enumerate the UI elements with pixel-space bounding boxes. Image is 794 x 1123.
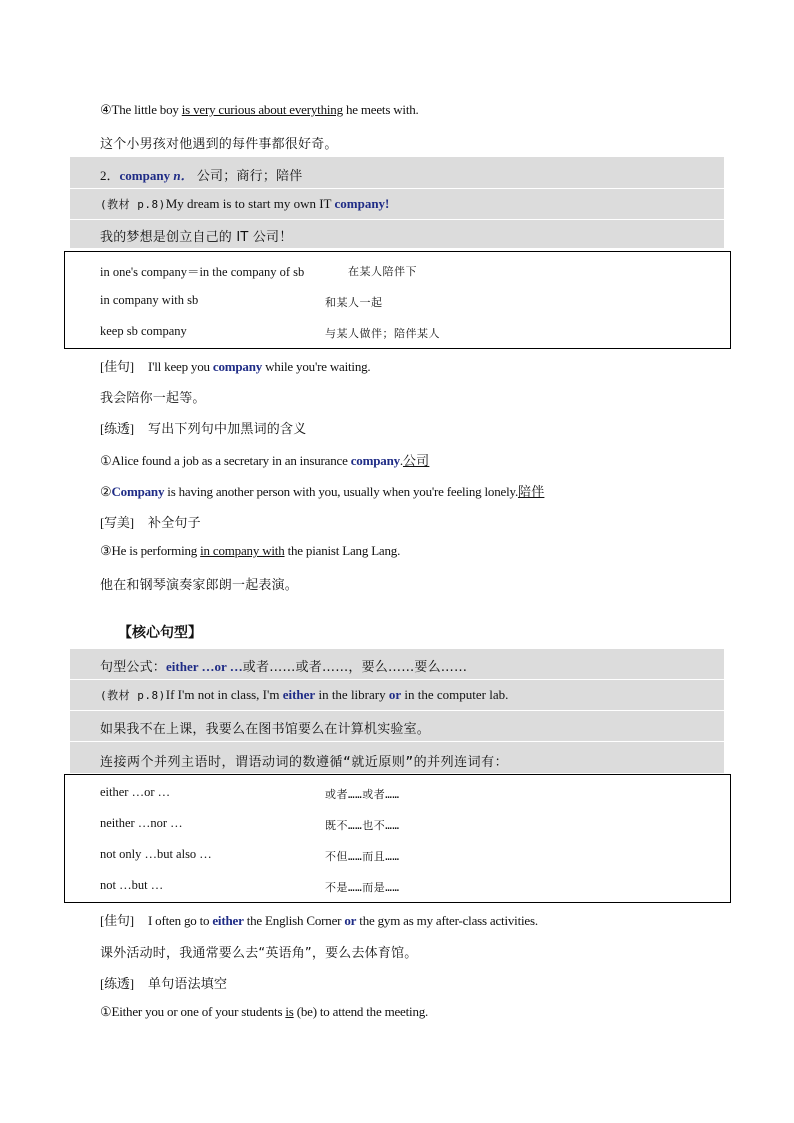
write-heading — [100, 512, 201, 531]
practice-item-1: ①Alice found a job as a secretary in an insurance company.公司 — [100, 453, 430, 469]
pair-cn: 或者……或者…… — [325, 788, 400, 801]
keyword: either — [282, 687, 316, 702]
pair-cn: 不但……而且…… — [325, 850, 400, 863]
headword: company — [119, 168, 171, 183]
example-sentence-4: ④The little boy is very curious about everything he meets with. — [100, 102, 419, 117]
source-translation: 如果我不在上课，我要么在图书馆要么在计算机实验室。 — [100, 722, 431, 737]
good-sentence-translation: 我会陪你一起等。 — [100, 391, 206, 406]
pair-en: not only …but also … — [100, 847, 212, 861]
correlative-conjunctions-box — [64, 774, 731, 903]
section-title: 【核心句型】 — [118, 625, 202, 641]
keyword: company! — [334, 196, 390, 211]
write-title: 补全句子 — [148, 516, 201, 531]
keyword: company — [212, 359, 263, 374]
core-source-band: (教材 p.8)If I'm not in class, I'm either in the library or in the computer lab. — [70, 680, 724, 710]
phrase-cn: 和某人一起 — [325, 296, 383, 309]
phrase-en: in company with sb — [100, 293, 199, 307]
keyword: or — [344, 913, 357, 928]
textbook-reference: (教材 p.8) — [100, 689, 166, 702]
practice-item-2: ②Company is having another person with you, usually when you're feeling lonely.陪伴 — [100, 484, 545, 500]
practice-tag: [练透] — [100, 976, 134, 991]
rule-note: 连接两个并列主语时，谓语动词的数遵循“就近原则”的并列连词有： — [100, 755, 509, 770]
core-source-translation-band — [70, 711, 724, 741]
company-phrases-box — [64, 251, 731, 349]
pair-en: either …or … — [100, 785, 171, 799]
formula-keyword: either …or … — [166, 659, 243, 674]
good-sentence-tag: [佳句] — [100, 359, 134, 374]
keyword: company — [350, 453, 400, 468]
keyword: or — [388, 687, 402, 702]
company-heading-band — [70, 157, 724, 188]
phrase-en: keep sb company — [100, 324, 187, 338]
pair-cn: 既不……也不…… — [325, 819, 400, 832]
practice-title: 单句语法填空 — [148, 977, 228, 992]
core-practice-item-1: ①Either you or one of your students is (be) to attend the meeting. — [100, 1004, 429, 1019]
heading-number: 2． — [100, 168, 120, 183]
rule-note-band — [70, 742, 724, 773]
pair-cn: 不是……而是…… — [325, 881, 400, 894]
textbook-reference: (教材 p.8) — [100, 198, 166, 211]
item-number: ④ — [100, 102, 112, 117]
answer: 公司 — [402, 454, 430, 469]
write-tag: [写美] — [100, 515, 134, 530]
phrase-en: in one's company＝in the company of sb — [100, 265, 305, 279]
practice-heading — [100, 418, 306, 437]
write-item-3-translation: 他在和钢琴演奏家郎朗一起表演。 — [100, 578, 299, 593]
company-source-translation-band — [70, 220, 724, 248]
phrase-cn: 与某人做伴；陪伴某人 — [325, 327, 440, 340]
core-good-sentence-translation: 课外活动时，我通常要么去“英语角”，要么去体育馆。 — [100, 946, 418, 961]
pair-en: neither …nor … — [100, 816, 183, 830]
practice-tag: [练透] — [100, 421, 134, 436]
formula-meaning: 或者……或者……，要么……要么…… — [242, 660, 468, 675]
underlined-answer: is very curious about everything — [181, 102, 343, 117]
core-practice-heading — [100, 973, 227, 992]
formula-band — [70, 649, 724, 679]
answer: in company with — [200, 543, 285, 558]
write-item-3: ③He is performing in company with the pianist Lang Lang. — [100, 543, 401, 558]
source-translation: 我的梦想是创立自己的 IT 公司！ — [100, 230, 293, 245]
answer: is — [285, 1004, 294, 1019]
core-good-sentence: [佳句] I often go to either the English Corner or the gym as my after-class activities. — [100, 910, 538, 929]
good-sentence-tag: [佳句] — [100, 913, 134, 928]
part-of-speech: n． — [173, 168, 194, 183]
practice-title: 写出下列句中加黑词的含义 — [148, 422, 307, 437]
keyword: either — [212, 913, 244, 928]
phrase-cn: 在某人陪伴下 — [348, 265, 417, 278]
keyword: Company — [111, 484, 165, 499]
example-sentence-4-translation: 这个小男孩对他遇到的每件事都很好奇。 — [100, 137, 338, 152]
company-source-band: (教材 p.8)My dream is to start my own IT company! — [70, 189, 724, 219]
answer: 陪伴 — [518, 485, 545, 500]
good-sentence: [佳句] I'll keep you company while you're waiting. — [100, 356, 370, 375]
formula-label: 句型公式： — [100, 660, 167, 675]
headword-meaning: 公司；商行；陪伴 — [196, 169, 303, 184]
pair-en: not …but … — [100, 878, 164, 892]
